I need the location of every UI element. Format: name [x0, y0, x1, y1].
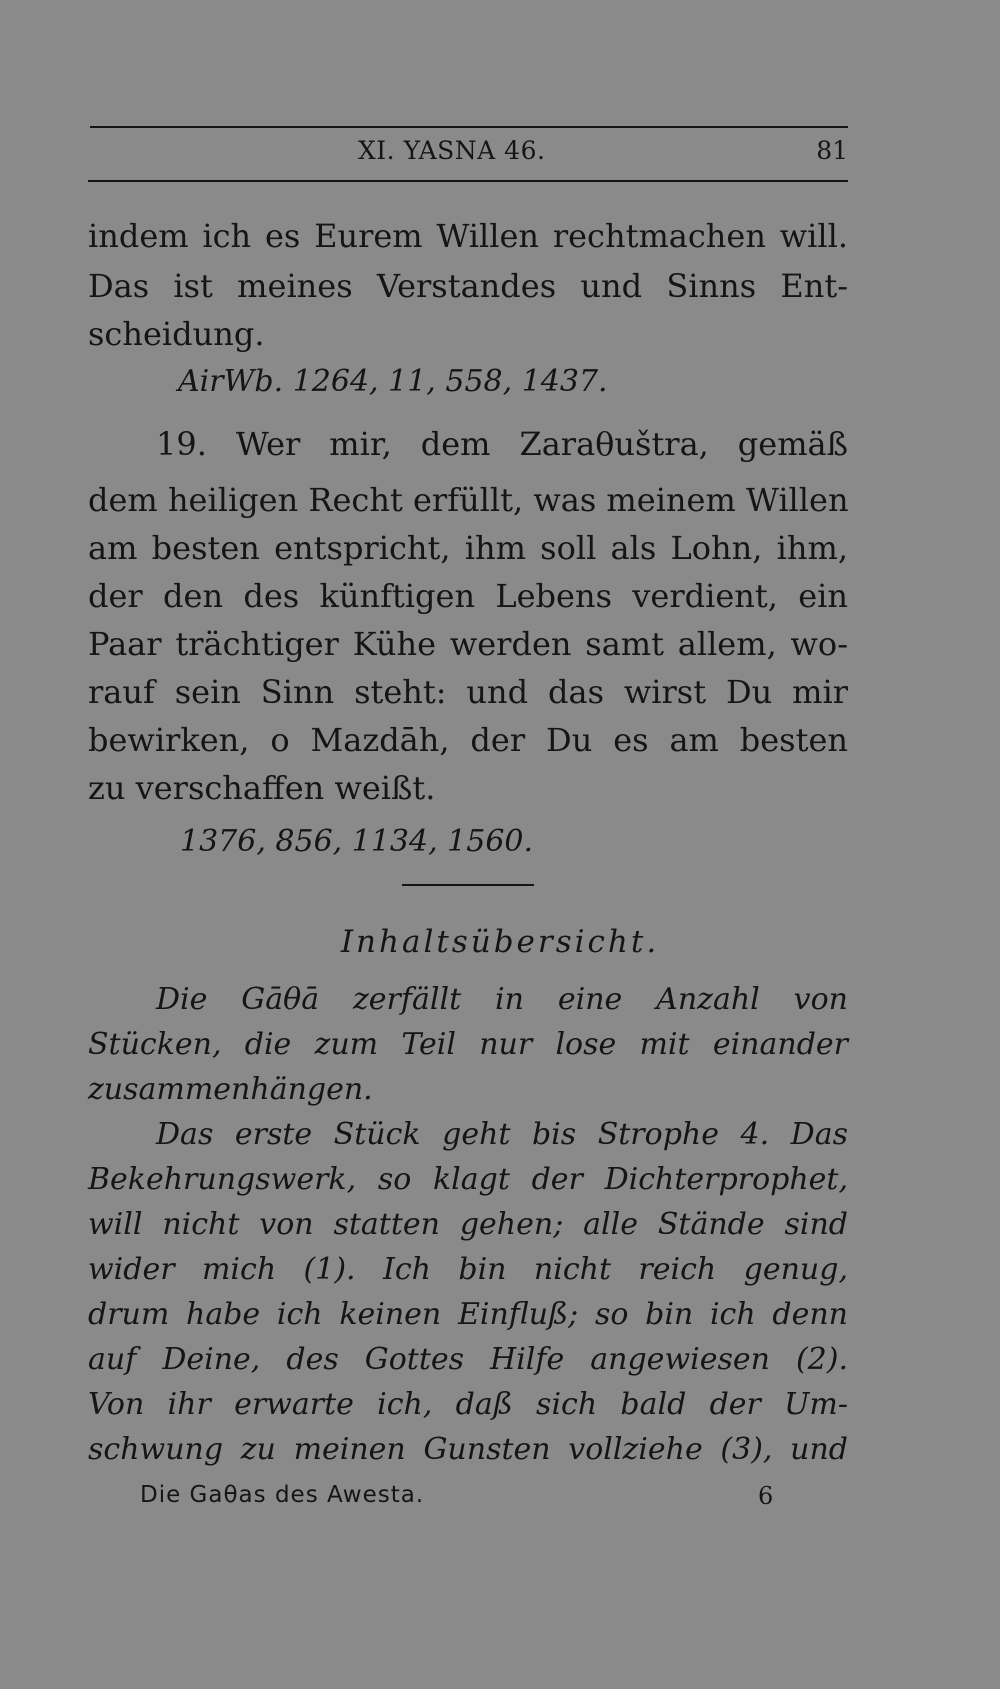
page-number: 81 [816, 136, 848, 165]
italic-line: Stücken, die zum Teil nur lose mit einander [88, 1027, 848, 1062]
verse-line: zu verschaffen weißt. [88, 769, 436, 807]
sheet-number: 6 [758, 1482, 774, 1510]
italic-line: schwung zu meinen Gunsten vollziehe (3), und [88, 1432, 848, 1467]
italic-line: Die Gāθā zerfällt in eine Anzahl von [156, 982, 848, 1017]
italic-line: drum habe ich keinen Einfluß; so bin ich denn [88, 1297, 848, 1332]
reference-line: 1376, 856, 1134, 1560. [180, 824, 534, 859]
italic-line: zusammenhängen. [88, 1072, 373, 1107]
running-header [88, 136, 848, 176]
italic-line: Bekehrungswerk, so klagt der Dichterprophet, [88, 1162, 848, 1197]
italic-line: wider mich (1). Ich bin nicht reich genug, [88, 1252, 848, 1287]
text-line: indem ich es Eurem Willen rechtmachen will. [88, 217, 848, 255]
verse-line: am besten entspricht, ihm soll als Lohn, ihm, [88, 529, 848, 567]
verse-line: der den des künftigen Lebens verdient, ein [88, 577, 848, 615]
italic-line: will nicht von statten gehen; alle Stände sind [88, 1207, 848, 1242]
header-bottom-rule [88, 180, 848, 182]
verse-line: bewirken, o Mazdāh, der Du es am besten [88, 721, 848, 759]
italic-line: Von ihr erwarte ich, daß sich bald der Um- [88, 1387, 848, 1422]
signature-line: Die Gaθas des Awesta. [140, 1482, 425, 1508]
italic-line: Das erste Stück geht bis Strophe 4. Das [156, 1117, 848, 1152]
verse-line: rauf sein Sinn steht: und das wirst Du mir [88, 673, 848, 711]
header-top-rule [90, 126, 848, 128]
verse-line: Paar trächtiger Kühe werden samt allem, wo- [88, 625, 848, 663]
text-line: Das ist meines Verstandes und Sinns Ent- [88, 267, 848, 305]
section-divider [402, 884, 534, 886]
running-title: XI. YASNA 46. [358, 136, 546, 165]
text-line: scheidung. [88, 315, 265, 353]
reference-line: AirWb. 1264, 11, 558, 1437. [178, 364, 608, 399]
italic-line: auf Deine, des Gottes Hilfe angewiesen (2). [88, 1342, 848, 1377]
verse-line: 19. Wer mir, dem Zaraθuštra, gemäß [156, 425, 848, 463]
section-title: Inhaltsübersicht. [340, 924, 660, 960]
verse-line: dem heiligen Recht erfüllt, was meinem Willen [88, 481, 849, 519]
